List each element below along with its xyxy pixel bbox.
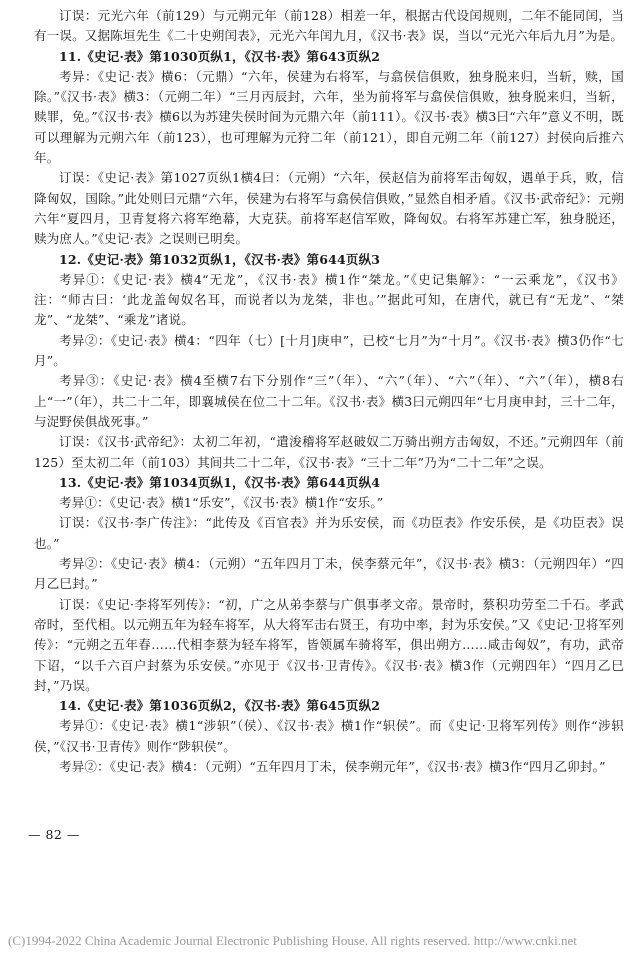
paragraph-variant-13-1: 考异①：《史记·表》横1“乐安”，《汉书·表》横1作“安乐。” xyxy=(59,495,384,511)
paragraph-variant-12-1: 考异①：《史记·表》横4“无龙”，《汉书·表》横1作“桀龙。”《史记集解》：“一云乘龙”，《汉书》注：“师古曰：‘此龙盖匈奴名耳，而说者以为龙桀，非也。’”据此可知，在唐代，就已有“无龙”、“桀龙”、“龙桀”、“乘龙”诸说。 xyxy=(34,271,624,328)
paragraph-correction-13-1: 订误：《汉书·李广传注》：“此传及《百官表》并为乐安侯，而《功臣表》作安乐侯，是《功臣表》误也。” xyxy=(34,515,624,551)
paragraph-variant-12-3: 考异③：《史记·表》横4至横7右下分别作“三”（年）、“六”（年）、“六”（年）、“六”（年），横8右上“一”（年），共二十二年，即襄城侯在位二十二年。《汉书·表》横3曰元朔四年“七月庚申封，三十二年，与浞野侯俱战死事。” xyxy=(34,373,624,429)
paragraph-correction-1: 订误：元光六年（前129）与元朔元年（前128）相差一年，根据古代设闰规则，二年不能同闰，当有一误。又据陈垣先生《二十史朔闰表》，元光六年闰九月，《汉书·表》误，当以“元光六年后九月”为是。 xyxy=(34,8,624,44)
page-number: — 82 — xyxy=(28,827,80,842)
paragraph-variant-13-2: 考异②：《史记·表》横4：（元朔）“五年四月丁未，侯李蔡元年”，《汉书·表》横3：（元朔四年）“四月乙巳封。” xyxy=(34,556,624,592)
body-text xyxy=(34,6,624,777)
paragraph-variant-12-2: 考异②：《史记·表》横4：“四年（七）[十月]庚申”，已校“七月”为“十月”。《汉书·表》横3仍作“七月”。 xyxy=(34,332,624,369)
paragraph-variant-14-1: 考异①：《史记·表》横1“涉轵”（侯）、《汉书·表》横1作“轵侯”。而《史记·卫将军列传》则作“涉轵侯，”《汉书·卫青传》则作“陟轵侯”。 xyxy=(34,718,624,754)
entry-heading-14: 14.《史记·表》第1036页纵2，《汉书·表》第645页纵2 xyxy=(59,698,381,714)
entry-heading-11: 11.《史记·表》第1030页纵1，《汉书·表》第643页纵2 xyxy=(59,48,381,64)
paragraph-correction-12: 订误：《汉书·武帝纪》：太初二年初，“遣浚稽将军赵破奴二万骑出朔方击匈奴，不还。”元朔四年（前125）至太初二年（前103）其间共二十二年，《汉书·表》“三十二年”乃为“二十二年”之误。 xyxy=(34,434,624,470)
paragraph-variant-14-2: 考异②：《史记·表》横4：（元朔）“五年四月丁未，侯李朔元年”，《汉书·表》横3作“四月乙卯封。” xyxy=(59,758,606,774)
entry-heading-13: 13.《史记·表》第1034页纵1，《汉书·表》第644页纵4 xyxy=(59,474,381,490)
paragraph-variant-11: 考异：《史记·表》横6：（元鼎）“六年，侯建为右将军，与翕侯信俱败，独身脱来归，当斩，赎，国除。”《汉书·表》横3：（元朔二年）“三月丙辰封，六年，坐为前将军与翕侯信俱败，独身脱来归，当斩，赎罪，免。”《汉书·表》横6以为苏建失侯时间为元鼎六年（前111）。《汉书·表》横3曰“六年”意义不明，既可以理解为元朔六年（前123），也可理解为元狩二年（前121），即自元朔二年（前127）封侯向后推六年。 xyxy=(34,68,624,166)
copyright-footer: (C)1994-2022 China Academic Journal Electronic Publishing House. All rights reserved. http://www.cnki.net xyxy=(8,933,577,948)
paragraph-correction-13-2: 订误：《史记·李将军列传》：“初，广之从弟李蔡与广俱事孝文帝。景帝时，蔡积功劳至二千石。孝武帝时，至代相。以元朔五年为轻车将军，从大将军击右贤王，有功中率，封为乐安侯。”又《史记·卫将军列传》：“元朔之五年春……代相李蔡为轻车将军，皆领属车骑将军，俱出朔方……咸击匈奴”，有功，武帝下诏，“以千六百户封蔡为乐安侯。”亦见于《汉书·卫青传》。《汉书·表》横3作（元朔四年）“四月乙巳封，”乃误。 xyxy=(34,596,624,693)
entry-heading-12: 12.《史记·表》第1032页纵1，《汉书·表》第644页纵3 xyxy=(59,251,381,267)
paragraph-correction-11: 订误：《史记·表》第1027页纵1横4曰：（元朔）“六年，侯赵信为前将军击匈奴，遇单于兵，败，信降匈奴，国除。”此处则曰元鼎“六年，侯建为右将军与翕侯信俱败，”显然自相矛盾。《汉书·武帝纪》：元朔六年“夏四月，卫青复将六将军绝幕，大克获。前将军赵信军败，降匈奴。右将军苏建亡军，独身脱还，赎为庶人。”《史记·表》之误则已明矣。 xyxy=(34,170,624,247)
